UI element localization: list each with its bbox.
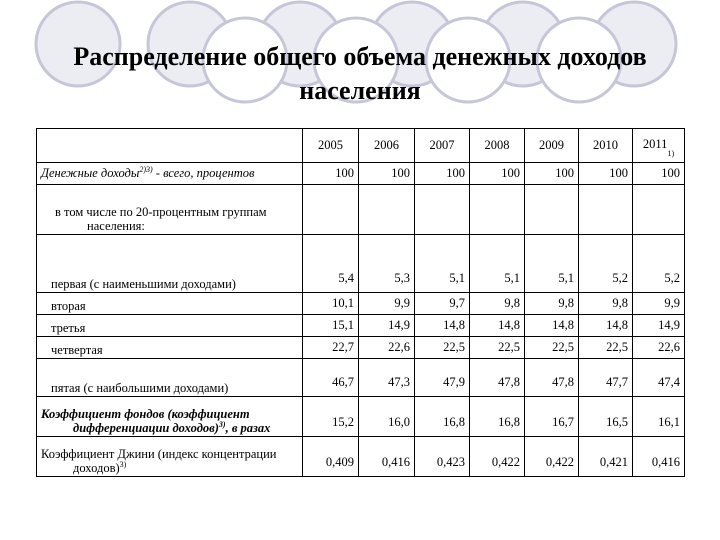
year-header: 2010	[579, 129, 633, 163]
value-cell: 0,421	[579, 437, 633, 477]
value-cell: 5,1	[525, 235, 579, 293]
year-2011-label: 2011	[642, 137, 668, 152]
value-cell: 5,1	[415, 235, 470, 293]
value-cell: 10,1	[303, 293, 359, 315]
value-cell: 22,6	[359, 337, 415, 359]
row-label-text: Коэффициент Джини (индекс концентрации доходов)	[41, 447, 277, 475]
income-distribution-table	[36, 128, 685, 477]
value-cell: 14,8	[415, 315, 470, 337]
value-cell: 14,8	[525, 315, 579, 337]
value-cell: 0,416	[633, 437, 685, 477]
title-line-1: Распределение общего объема денежных доходов	[73, 42, 647, 71]
row-label	[37, 163, 303, 185]
value-cell: 14,8	[579, 315, 633, 337]
year-header-2011	[633, 129, 685, 163]
year-header: 2005	[303, 129, 359, 163]
row-label-text: четвертая	[51, 343, 103, 357]
value-cell: 15,2	[303, 397, 359, 437]
value-cell: 100	[579, 163, 633, 185]
footnote-marker: 3)	[218, 419, 226, 429]
value-cell	[359, 185, 415, 235]
row-label-text: первая (с наименьшими доходами)	[51, 277, 236, 291]
value-cell: 9,8	[525, 293, 579, 315]
value-cell: 47,8	[525, 359, 579, 397]
value-cell: 47,7	[579, 359, 633, 397]
value-cell: 47,9	[415, 359, 470, 397]
value-cell: 47,3	[359, 359, 415, 397]
value-cell: 0,422	[470, 437, 525, 477]
table-row	[37, 397, 685, 437]
value-cell: 100	[633, 163, 685, 185]
year-header: 2009	[525, 129, 579, 163]
year-header: 2007	[415, 129, 470, 163]
year-header: 2008	[470, 129, 525, 163]
table-row	[37, 315, 685, 337]
value-cell	[633, 185, 685, 235]
value-cell: 16,0	[359, 397, 415, 437]
table-row	[37, 163, 685, 185]
footnote-marker: 3)	[119, 459, 127, 469]
table-row	[37, 293, 685, 315]
value-cell: 100	[525, 163, 579, 185]
row-label-text: вторая	[51, 299, 86, 313]
value-cell	[303, 185, 359, 235]
row-label-text: третья	[51, 321, 86, 335]
value-cell: 0,416	[359, 437, 415, 477]
value-cell	[415, 185, 470, 235]
value-cell: 46,7	[303, 359, 359, 397]
table-row	[37, 359, 685, 397]
row-label	[37, 315, 303, 337]
value-cell: 100	[359, 163, 415, 185]
value-cell: 0,423	[415, 437, 470, 477]
value-cell: 14,8	[470, 315, 525, 337]
row-label	[37, 185, 303, 235]
row-label-tail: - всего, процентов	[152, 166, 255, 180]
header-row	[37, 129, 685, 163]
value-cell: 14,9	[633, 315, 685, 337]
value-cell: 9,7	[415, 293, 470, 315]
value-cell: 9,9	[633, 293, 685, 315]
value-cell: 16,8	[415, 397, 470, 437]
value-cell	[525, 185, 579, 235]
title-line-2: населения	[299, 76, 421, 105]
row-label	[37, 337, 303, 359]
value-cell: 9,8	[579, 293, 633, 315]
value-cell: 22,5	[579, 337, 633, 359]
value-cell: 16,8	[470, 397, 525, 437]
value-cell: 5,2	[579, 235, 633, 293]
table-row	[37, 437, 685, 477]
value-cell: 22,5	[525, 337, 579, 359]
table-row	[37, 337, 685, 359]
value-cell: 47,8	[470, 359, 525, 397]
value-cell: 5,3	[359, 235, 415, 293]
value-cell	[579, 185, 633, 235]
row-label	[37, 293, 303, 315]
row-label-tail: , в разах	[225, 421, 271, 435]
value-cell: 5,2	[633, 235, 685, 293]
row-label	[37, 437, 303, 477]
year-2011-footnote: 1)	[667, 148, 675, 158]
value-cell: 14,9	[359, 315, 415, 337]
page-title	[0, 40, 720, 108]
value-cell: 5,4	[303, 235, 359, 293]
value-cell: 22,5	[470, 337, 525, 359]
row-label-text: Коэффициент фондов (коэффициент дифференциации доходов)	[41, 407, 250, 435]
table-row	[37, 235, 685, 293]
value-cell: 0,409	[303, 437, 359, 477]
value-cell: 100	[303, 163, 359, 185]
value-cell: 5,1	[470, 235, 525, 293]
footnote-marker: 2)3)	[139, 164, 153, 174]
value-cell: 15,1	[303, 315, 359, 337]
value-cell: 16,1	[633, 397, 685, 437]
value-cell: 22,6	[633, 337, 685, 359]
row-label-text: в том числе по 20-процентным группам населения:	[55, 205, 267, 233]
row-label	[37, 235, 303, 293]
value-cell: 22,7	[303, 337, 359, 359]
row-label-text: пятая (с наибольшими доходами)	[51, 381, 229, 395]
row-label	[37, 359, 303, 397]
value-cell: 9,8	[470, 293, 525, 315]
row-label	[37, 397, 303, 437]
value-cell: 16,5	[579, 397, 633, 437]
header-empty-cell	[37, 129, 303, 163]
year-header: 2006	[359, 129, 415, 163]
row-label-text: Денежные доходы	[41, 166, 140, 180]
value-cell: 100	[470, 163, 525, 185]
value-cell	[470, 185, 525, 235]
table-row	[37, 185, 685, 235]
value-cell: 0,422	[525, 437, 579, 477]
value-cell: 47,4	[633, 359, 685, 397]
value-cell: 100	[415, 163, 470, 185]
value-cell: 22,5	[415, 337, 470, 359]
value-cell: 9,9	[359, 293, 415, 315]
value-cell: 16,7	[525, 397, 579, 437]
